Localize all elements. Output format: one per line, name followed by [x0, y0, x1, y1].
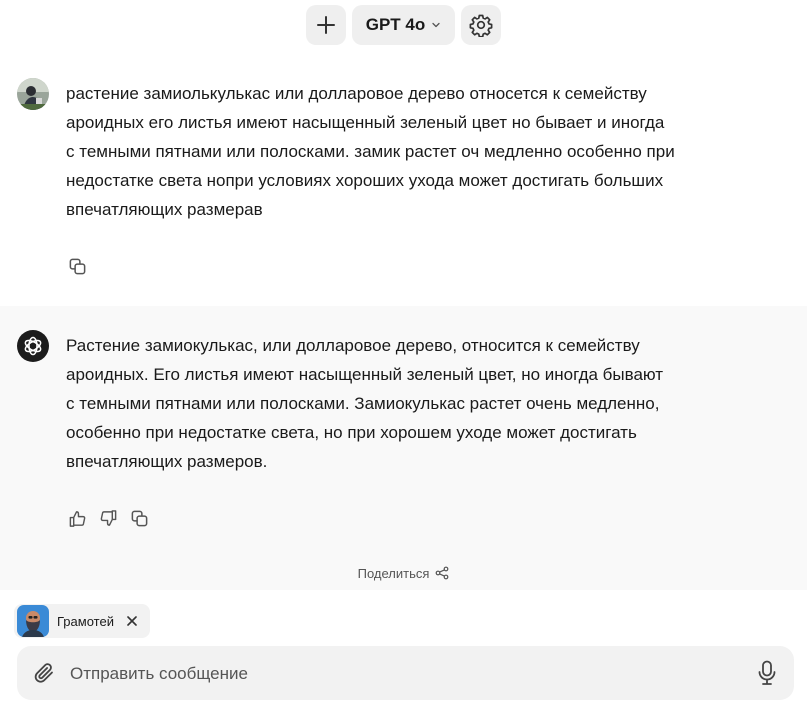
- microphone-icon[interactable]: [756, 660, 778, 686]
- copy-icon[interactable]: [130, 509, 149, 528]
- gear-icon: [469, 13, 493, 37]
- bottom-panel: [0, 590, 807, 706]
- model-selector[interactable]: [352, 5, 456, 45]
- paperclip-icon[interactable]: [32, 661, 56, 685]
- top-toolbar: [0, 5, 807, 45]
- share-label: Поделиться: [357, 565, 430, 581]
- thumbs-up-icon[interactable]: [68, 509, 87, 528]
- selected-assistant-chip[interactable]: [14, 604, 150, 638]
- copy-icon[interactable]: [68, 257, 87, 276]
- chevron-down-icon: [431, 20, 441, 30]
- remove-assistant-button[interactable]: [122, 611, 142, 631]
- plus-icon: [316, 15, 336, 35]
- user-message-text: растение замиолькулькас или долларовое дерево относется к семейству ароидных его листья имеют насыщенный зеленый цвет но бывает и иногда с темными пятнами или полосками. замик растет оч медленно особенно при недостатке света нопри условиях хороших ухода может достигать больших впечатляющих размерав: [66, 84, 675, 219]
- user-message-actions: [68, 257, 87, 276]
- assistant-chip-name: Грамотей: [57, 613, 114, 629]
- assistant-message: [0, 306, 807, 556]
- new-chat-button[interactable]: [306, 5, 346, 45]
- assistant-avatar: [17, 330, 49, 362]
- message-input[interactable]: [68, 658, 732, 690]
- model-label: GPT 4o: [365, 15, 426, 34]
- share-button[interactable]: [0, 556, 807, 590]
- assistant-message-text: Растение замиокулькас, или долларовое дерево, относится к семейству ароидных. Его листья имеют насыщенный зеленый цвет, но иногда бывают с темными пятнами или полосками. Замиокулькас растет очень медленно, особенно при недостатке света, но при хорошем уходе может достигать впечатляющих размеров.: [66, 336, 664, 471]
- assistant-chip-avatar: [17, 605, 49, 637]
- user-message: [0, 70, 807, 306]
- settings-button[interactable]: [461, 5, 501, 45]
- thumbs-down-icon[interactable]: [99, 509, 118, 528]
- message-composer: [17, 646, 794, 700]
- openai-logo-icon: [22, 335, 44, 357]
- assistant-message-actions: [68, 509, 149, 528]
- user-avatar: [17, 78, 49, 110]
- close-icon: [126, 615, 138, 627]
- share-icon: [435, 566, 449, 580]
